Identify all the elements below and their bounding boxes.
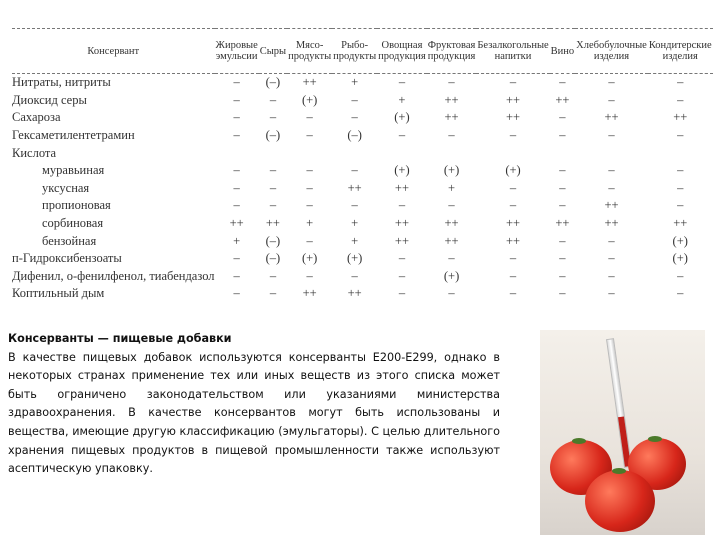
table-cell xyxy=(215,144,259,162)
section-body: В качестве пищевых добавок используются консерванты E200-E299, однако в некоторых странах применение тех или иных веществ из этого списка может быть ограничено законодательством или указаниями министерства здравоохранения. В качестве консервантов могут быть использованы и вещества, имеющие другую классификацию (эмульгаторы). С целью длительного хранения пищевых продуктов в пищевой промышленности также используют асептическую упаковку. xyxy=(8,350,500,476)
table-cell: – xyxy=(677,286,684,301)
table-cell: – xyxy=(306,180,313,195)
table-cell: (+) xyxy=(394,163,410,178)
table-cell: (–) xyxy=(265,128,281,143)
row-label: уксусная xyxy=(42,180,90,195)
table-cell: – xyxy=(677,180,684,195)
table-cell: ++ xyxy=(302,75,317,90)
table-cell: ++ xyxy=(444,110,459,125)
column-header: Сыры xyxy=(259,29,287,74)
table-cell: – xyxy=(233,128,240,143)
table-cell: – xyxy=(559,163,566,178)
column-header: Вино xyxy=(550,29,576,74)
table-cell: ++ xyxy=(673,216,688,231)
table-cell: (+) xyxy=(394,110,410,125)
column-header: Консервант xyxy=(12,29,215,74)
table-cell: – xyxy=(448,251,455,266)
table-cell xyxy=(287,144,332,162)
table-cell: ++ xyxy=(604,216,619,231)
row-label: Коптильный дым xyxy=(12,286,105,301)
table-cell: – xyxy=(677,75,684,90)
table-cell: – xyxy=(233,92,240,107)
table-cell: – xyxy=(448,286,455,301)
column-header: Безалкогольные напитки xyxy=(476,29,549,74)
table-cell: (+) xyxy=(301,251,318,266)
table-cell: (+) xyxy=(672,233,688,248)
table-cell xyxy=(575,144,648,162)
table-cell: ++ xyxy=(505,233,521,248)
table-cell: – xyxy=(509,286,517,301)
table-row xyxy=(12,232,713,250)
table-cell: – xyxy=(677,92,684,107)
column-header: Мясо-продукты xyxy=(287,29,332,74)
table-row xyxy=(12,197,713,215)
table-cell: – xyxy=(351,92,358,107)
table-cell: – xyxy=(677,163,684,178)
table-cell: – xyxy=(448,198,455,213)
table-cell: + xyxy=(398,92,406,107)
table-row xyxy=(12,127,713,145)
table-cell: + xyxy=(233,233,241,248)
table-cell: – xyxy=(559,180,566,195)
table-cell: – xyxy=(559,268,566,283)
table-cell: – xyxy=(677,198,684,213)
table-cell: (–) xyxy=(265,233,281,248)
row-label: Нитраты, нитриты xyxy=(12,75,111,90)
table-cell: – xyxy=(677,268,684,283)
table-cell: – xyxy=(509,251,517,266)
tomato-image xyxy=(585,470,655,532)
table-cell: – xyxy=(269,198,277,213)
table-cell: ++ xyxy=(444,92,459,107)
row-label: пропионовая xyxy=(42,198,111,213)
row-label: п-Гидроксибензоаты xyxy=(12,251,122,266)
table-cell: – xyxy=(306,268,313,283)
table-cell: – xyxy=(559,251,566,266)
table-cell: – xyxy=(269,163,277,178)
table-row xyxy=(12,109,713,127)
table-cell: – xyxy=(509,198,517,213)
table-cell: – xyxy=(269,286,277,301)
table-cell: – xyxy=(509,180,517,195)
table-cell: – xyxy=(559,233,566,248)
column-header: Фруктовая продукция xyxy=(427,29,477,74)
table-cell: – xyxy=(559,75,566,90)
table-row xyxy=(12,268,713,286)
table-row xyxy=(12,144,713,162)
table-cell: ++ xyxy=(265,216,280,231)
table-cell: (+) xyxy=(443,268,460,283)
row-label: Дифенил, о-фенилфенол, тиабендазол xyxy=(12,268,215,283)
table-cell: + xyxy=(306,216,314,231)
table-cell: (–) xyxy=(265,75,281,90)
table-cell: – xyxy=(269,180,277,195)
table-cell: – xyxy=(398,268,406,283)
table-row xyxy=(12,162,713,180)
column-header: Жировые эмульсии xyxy=(215,29,259,74)
table-cell: – xyxy=(233,75,240,90)
row-label: бензойная xyxy=(42,233,97,248)
table-cell: – xyxy=(306,128,313,143)
row-label: сорбиновая xyxy=(42,216,104,231)
table-cell: – xyxy=(509,128,517,143)
table-header-row xyxy=(12,29,713,74)
table-cell: – xyxy=(269,92,277,107)
table-cell: – xyxy=(351,163,358,178)
description xyxy=(8,330,500,479)
table-cell: – xyxy=(398,198,406,213)
table-cell: – xyxy=(233,180,240,195)
table-cell: – xyxy=(608,180,615,195)
table-cell: – xyxy=(398,286,406,301)
table-cell: ++ xyxy=(555,216,570,231)
column-header: Хлебобулочные изделия xyxy=(575,29,648,74)
row-label: Кислота xyxy=(12,145,57,160)
table-row xyxy=(12,250,713,268)
table-cell: ++ xyxy=(302,286,317,301)
table-cell xyxy=(332,144,377,162)
table-cell: – xyxy=(509,268,517,283)
table-cell: – xyxy=(233,286,240,301)
table-cell: – xyxy=(559,128,566,143)
table-cell: (+) xyxy=(443,163,460,178)
table-cell: ++ xyxy=(444,216,459,231)
table-cell: ++ xyxy=(394,216,409,231)
table-row xyxy=(12,92,713,110)
table-cell: ++ xyxy=(505,92,521,107)
table-cell: ++ xyxy=(505,110,521,125)
table-cell: (+) xyxy=(672,251,688,266)
table-cell: – xyxy=(306,198,313,213)
table-cell: – xyxy=(448,75,455,90)
table-cell: – xyxy=(608,251,615,266)
table-cell: – xyxy=(559,198,566,213)
syringe-image xyxy=(606,338,632,468)
table-cell xyxy=(377,144,427,162)
table-cell: ++ xyxy=(555,92,570,107)
table-cell: + xyxy=(351,216,359,231)
table-cell: ++ xyxy=(673,110,688,125)
table-cell: + xyxy=(351,233,359,248)
table-cell: – xyxy=(233,163,240,178)
table-row xyxy=(12,215,713,233)
table-row xyxy=(12,285,713,303)
table-cell: – xyxy=(351,268,358,283)
table-cell: – xyxy=(509,75,517,90)
section-title: Консерванты — пищевые добавки xyxy=(8,332,232,345)
table-cell: ++ xyxy=(505,216,521,231)
row-label: Сахароза xyxy=(12,110,61,125)
table-cell: – xyxy=(233,268,240,283)
table-cell: – xyxy=(269,268,277,283)
table-cell: ++ xyxy=(229,216,244,231)
table-cell: – xyxy=(677,128,684,143)
table-cell: – xyxy=(306,110,313,125)
table-cell: ++ xyxy=(604,110,619,125)
table-cell: – xyxy=(306,233,313,248)
table-cell: – xyxy=(608,128,615,143)
table-cell: – xyxy=(608,92,615,107)
table-cell: ++ xyxy=(444,233,459,248)
table-cell: – xyxy=(608,268,615,283)
row-label: Гексаметилентетрамин xyxy=(12,128,135,143)
table-cell: – xyxy=(233,251,240,266)
column-header: Кондитерские изделия xyxy=(648,29,713,74)
row-label: Диоксид серы xyxy=(12,92,87,107)
table-cell xyxy=(550,144,576,162)
table-cell: – xyxy=(608,286,615,301)
table-cell: – xyxy=(448,128,455,143)
preservatives-table xyxy=(12,28,713,303)
table-cell xyxy=(259,144,287,162)
table-cell: – xyxy=(398,251,406,266)
table-cell: + xyxy=(448,180,456,195)
table-row xyxy=(12,74,713,92)
table-cell: – xyxy=(608,75,615,90)
table-row xyxy=(12,180,713,198)
table-cell: ++ xyxy=(347,180,362,195)
table-cell: – xyxy=(559,286,566,301)
table-cell: ++ xyxy=(604,198,619,213)
table-cell xyxy=(648,144,713,162)
table-cell xyxy=(476,144,549,162)
table-cell: – xyxy=(608,163,615,178)
table-cell: (–) xyxy=(265,251,281,266)
table-cell: ++ xyxy=(394,233,409,248)
table-cell: – xyxy=(351,110,358,125)
table-cell: ++ xyxy=(347,286,362,301)
table-cell: (+) xyxy=(346,251,363,266)
table-cell: – xyxy=(233,110,240,125)
table-cell: – xyxy=(306,163,313,178)
table-cell: + xyxy=(351,75,359,90)
tomatoes-syringe-photo xyxy=(540,330,705,535)
table-cell: – xyxy=(608,233,615,248)
table-cell: (–) xyxy=(347,128,362,143)
column-header: Рыбо-продукты xyxy=(332,29,377,74)
table-cell: (+) xyxy=(505,163,521,178)
table-cell: – xyxy=(351,198,358,213)
table-cell: – xyxy=(398,75,406,90)
column-header: Овощная продукция xyxy=(377,29,427,74)
table-cell: – xyxy=(559,110,566,125)
table-cell: – xyxy=(398,128,406,143)
table-cell: – xyxy=(233,198,240,213)
row-label: муравьиная xyxy=(42,163,105,178)
table-cell: – xyxy=(269,110,277,125)
table-cell xyxy=(427,144,477,162)
table-cell: ++ xyxy=(394,180,409,195)
table-cell: (+) xyxy=(301,92,318,107)
